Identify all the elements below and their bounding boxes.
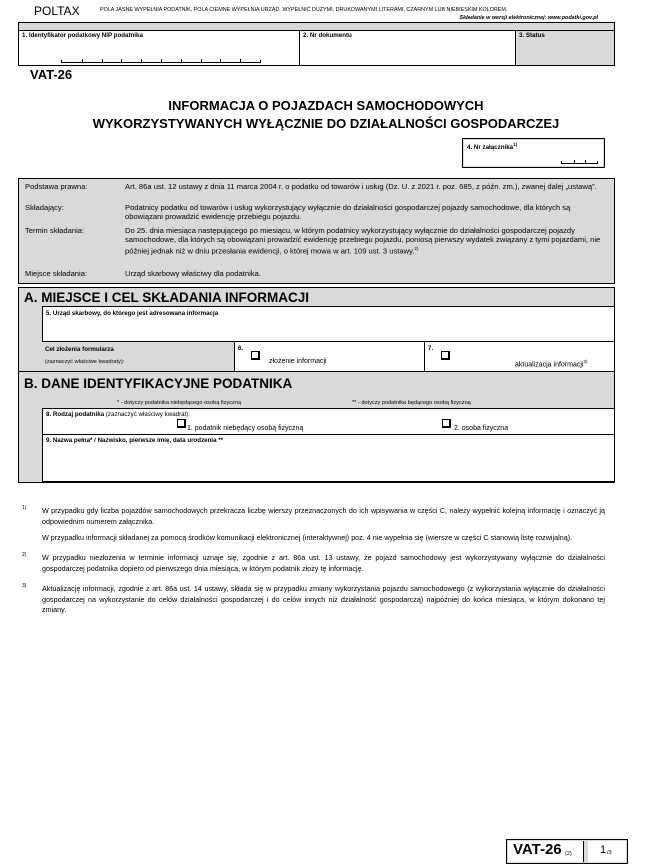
place-text: Urząd skarbowy właściwy dla podatnika. [125,269,261,278]
section-a-title: A. MIEJSCE I CEL SKŁADANIA INFORMACJI [24,290,310,305]
comb-tick [201,59,202,62]
purpose-update-cell[interactable] [425,342,614,371]
natural-label: 2. osoba fizyczna [454,425,509,432]
full-name-label: 9. Nazwa pełna* / Nazwisko, pierwsze imię, data urodzenia ** [46,437,224,444]
legal-basis-label: Podstawa prawna: [25,182,88,191]
taxpayer-type-field[interactable] [42,408,614,435]
doc-number-label: 2. Nr dokumentu [303,32,352,39]
nip-comb [61,60,261,63]
form-code: VAT-26 [30,67,73,82]
comb-tick [585,160,586,163]
comb-tick [181,59,182,62]
footnote-3-text: Aktualizację informacji, zgodnie z art. 86a ust. 14 ustawy, składa się w przypadku zmiany wykorzystania pojazdu samochodowego (z wykorzystania wyłącznie do działalności gospodarczej na wykorzystanie do celów działalności gospodarczej i do celów innych niż działalność gospodarczą) najpóźniej do końca miesiąca, w którym dokonano tej zmiany. [42,584,605,614]
update-checkbox[interactable] [441,351,450,360]
footnote-1b-text: W przypadku informacji składanej za pomocą środków komunikacji elektronicznej (interaktywnej) poz. 4 nie wypełnia się (wiersze w części C stanowią listę rozwijalną). [42,533,573,542]
doc-number-field[interactable] [300,31,516,65]
attachment-label: 4. Nr załącznika$^{1)}$ [467,142,518,152]
comb-tick [574,160,575,163]
footnote-1-text: W przypadku gdy liczba pojazdów samochodowych przekracza liczbę wierszy przeznaczonych do ich wpisywania w części C, należy wypełnić kolejną informację i oznaczyć ją odpowiednim numerem załącznika. [42,506,605,526]
submit-checkbox[interactable] [251,351,260,360]
status-field [516,31,614,65]
comb-tick [141,59,142,62]
comb-tick [121,59,122,62]
fill-instruction: POLA JASNE WYPEŁNIA PODATNIK, POLA CIEMNE WYPEŁNIA URZĄD. WYPEŁNIĆ DUŻYMI, DRUKOWANYMI LITERAMI, CZARNYM LUB NIEBIESKIM KOLOREM. [100,7,508,13]
comb-tick [220,59,221,62]
tax-office-label: 5. Urząd skarbowy, do którego jest adresowana informacja [46,310,219,317]
natural-checkbox[interactable] [442,419,451,428]
filer-text: Podatnicy podatku od towarów i usług wykorzystujący wyłącznie do działalności gospodarczej pojazdy samochodowe, dla których są obowiązani prowadzić ewidencję przebiegu pojazdu. [125,203,571,221]
legal-basis-text: Art. 86a ust. 12 ustawy z dnia 11 marca 2004 r. o podatku od towarów i usług (Dz. U. z 2021 r. poz. 685, z późn. zm.), zwanej dalej „ustawą”. [125,182,597,191]
submit-label: złożenie informacji [269,358,327,365]
non-natural-checkbox[interactable] [177,419,186,428]
footer-version: (2) [565,851,572,857]
form-title-line1: INFORMACJA O POJAZDACH SAMOCHODOWYCH [168,98,484,113]
brand: POLTAX [34,4,80,18]
section-b-title: B. DANE IDENTYFIKACYJNE PODATNIKA [24,376,293,391]
purpose-submit-num: 6. [238,345,244,352]
footer-form-code: VAT-26 [513,841,562,858]
footnote-1-number: 1) [22,505,27,511]
purpose-update-num: 7. [428,345,434,352]
status-label: 3. Status [519,32,545,39]
footer-page: 1 [600,844,607,856]
tax-office-field[interactable] [42,306,614,342]
taxpayer-type-label: 8. Rodzaj podatnika (zaznaczyć właściwy kwadrat): [46,411,191,418]
note-natural: ** - dotyczy podatnika będącego osobą fizyczną [352,400,471,406]
comb-tick [102,59,103,62]
attachment-field[interactable] [464,140,603,166]
full-name-field[interactable] [42,435,614,482]
nip-field[interactable] [19,31,300,65]
electronic-filing-note: Składanie w wersji elektronicznej: www.podatki.gov.pl [459,15,598,21]
footer-page-cell [588,841,626,862]
comb-tick [161,59,162,62]
footer-total: /3 [607,850,612,856]
footnote-2-number: 2) [22,552,27,558]
purpose-label: Cel złożenia formularza [45,346,114,353]
note-non-natural: * - dotyczy podatnika niebędącego osobą fizyczną [117,400,242,406]
footnote-2-text: W przypadku niezłożenia w terminie informacji uznaje się, zgodnie z art. 86a ust. 13 ustawy, że pojazd samochodowy jest wykorzystywany wyłącznie do działalności gospodarczej podatnika dopiero od pierwszego dnia miesiąca, w którym podatnik złoży tę informację. [42,553,605,573]
purpose-label-cell [42,342,234,371]
non-natural-label: 1. podatnik niebędący osobą fizyczną [187,425,304,432]
form-title-line2: WYKORZYSTYWANYCH WYŁĄCZNIE DO DZIAŁALNOŚCI GOSPODARCZEJ [92,116,560,131]
comb-tick [240,59,241,62]
purpose-hint: (zaznaczyć właściwe kwadraty): [45,359,125,365]
nip-label: 1. Identyfikator podatkowy NIP podatnika [22,32,143,39]
purpose-submit-cell[interactable] [234,342,425,371]
attachment-comb [561,161,598,164]
footer-code-cell [508,841,584,862]
deadline-text: Do 25. dnia miesiąca następującego po miesiącu, w którym podatnicy wykorzystujący wyłącznie do działalności gospodarczej pojazdy samochodowe, dla których są obowiązani prowadzić ewidencję przebiegu pojazdu, poniosą pierwszy wydatek związany z tymi pojazdami, nie później jednak niż w dniu przesłania ewidencji, o której mowa w art. 109 ust. 3 ustawy.$^{2)}$ [125,226,601,256]
footnote-3-number: 3) [22,583,27,589]
filer-label: Składający: [25,203,64,212]
comb-tick [82,59,83,62]
place-label: Miejsce składania: [25,269,88,278]
deadline-label: Termin składania: [25,226,85,235]
update-label: aktualizacja informacji$^{3)}$ [515,359,588,369]
